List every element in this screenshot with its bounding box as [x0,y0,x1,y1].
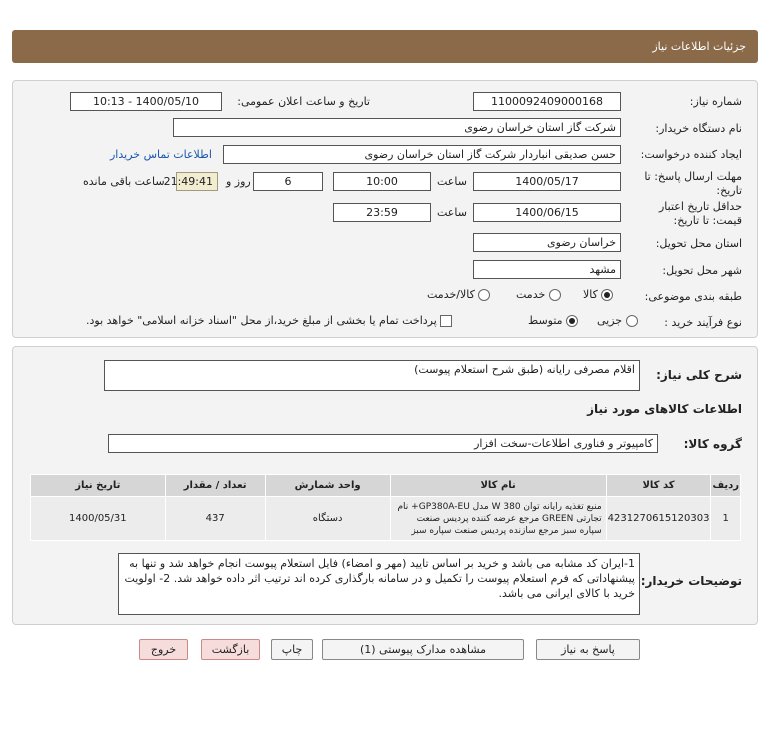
province-label: استان محل تحویل: [655,237,742,250]
page-title: جزئیات اطلاعات نیاز [652,40,746,53]
summary-field: اقلام مصرفی رایانه (طبق شرح استعلام پیوست) [104,360,640,391]
deadline-date-field: 1400/05/17 [473,172,621,191]
cell-qty: 437 [165,497,265,541]
cell-row: 1 [711,497,741,541]
page-header [12,30,758,63]
table-header-row [31,475,741,497]
table-row [31,497,741,541]
radio-selected-icon [566,315,578,327]
col-header-row: ردیف [711,475,741,497]
radio-selected-icon [601,289,613,301]
contact-buyer-link[interactable]: اطلاعات تماس خریدار [110,148,212,161]
checkbox-icon [440,315,452,327]
radio-icon [626,315,638,327]
category-option-goods-service[interactable] [427,288,490,301]
process-option-partial[interactable] [597,314,638,327]
col-header-qty: تعداد / مقدار [165,475,265,497]
days-label: روز و [226,175,251,188]
announce-datetime-field: 1400/05/10 - 10:13 [70,92,222,111]
col-header-date: تاریخ نیاز [31,475,166,497]
cell-date: 1400/05/31 [31,497,166,541]
deadline-time-label: ساعت [437,175,467,188]
payment-checkbox-row[interactable] [86,314,452,327]
buyer-notes-label: توضیحات خریدار: [640,574,742,588]
deadline-label-date: تاریخ: [716,184,742,197]
col-header-unit: واحد شمارش [265,475,390,497]
view-attachments-button[interactable]: مشاهده مدارک پیوستی (1) [322,639,524,660]
buyer-org-field: شرکت گاز استان خراسان رضوی [173,118,621,137]
days-field: 6 [253,172,323,191]
cell-name: منبع تغذیه رایانه توان 380 W مدل GP380A-EU+ نام تجارتی GREEN مرجع عرضه کننده پردیس صنعت سپاره سبز مرجع سازنده پردیس صنعت سپاره سبز [390,497,606,541]
radio-icon [549,289,561,301]
goods-group-label: گروه کالا: [683,437,742,451]
validity-label-date: قیمت: تا تاریخ: [673,214,742,227]
process-option-medium-label: متوسط [528,314,563,327]
category-option-goods-service-label: کالا/خدمت [427,288,475,301]
buyer-notes-field: 1-ایران کد مشابه می باشد و خرید بر اساس تایید (مهر و امضاء) فایل استعلام پیوست انجام خواهد شد و تنها به پیشنهاداتی که فرم استعلام پیوست را تکمیل و در سامانه بارگذاری کرده اند ترتیب اثر داده خواهد شد. 2- اولویت خرید با کالای ایرانی می باشد. [118,553,640,615]
goods-group-field: کامپیوتر و فناوری اطلاعات-سخت افزار [108,434,658,453]
remaining-label: ساعت باقی مانده [83,175,165,188]
validity-date-field: 1400/06/15 [473,203,621,222]
print-button[interactable]: چاپ [271,639,313,660]
process-option-partial-label: جزیی [597,314,623,327]
summary-label: شرح کلی نیاز: [656,368,742,382]
deadline-label: مهلت ارسال پاسخ: تا [644,170,742,183]
radio-icon [478,289,490,301]
process-option-medium[interactable] [528,314,578,327]
back-button[interactable]: بازگشت [201,639,260,660]
category-option-service-label: خدمت [516,288,546,301]
remaining-time-field: 21:49:41 [176,172,218,191]
validity-time-label: ساعت [437,206,467,219]
exit-button[interactable]: خروج [139,639,188,660]
city-field: مشهد [473,260,621,279]
goods-table [30,474,741,541]
creator-field: حسن صدیقی انباردار شرکت گاز استان خراسان رضوی [223,145,621,164]
process-label: نوع فرآیند خرید : [664,316,742,329]
category-option-service[interactable] [516,288,561,301]
category-label: طبقه بندی موضوعی: [644,290,742,303]
validity-time-field: 23:59 [333,203,431,222]
reply-button[interactable]: پاسخ به نیاز [536,639,640,660]
city-label: شهر محل تحویل: [662,264,742,277]
need-number-field: 1100092409000168 [473,92,621,111]
cell-unit: دستگاه [265,497,390,541]
category-option-goods[interactable] [583,288,613,301]
payment-note: پرداخت تمام یا بخشی از مبلغ خرید،از محل "اسناد خزانه اسلامی" خواهد بود. [86,314,437,327]
category-option-goods-label: کالا [583,288,598,301]
col-header-code: کد کالا [606,475,711,497]
announce-label: تاریخ و ساعت اعلان عمومی: [237,95,370,108]
buyer-org-label: نام دستگاه خریدار: [655,122,742,135]
validity-label: حداقل تاریخ اعتبار [658,200,742,213]
need-number-label: شماره نیاز: [689,95,742,108]
goods-section-title: اطلاعات کالاهای مورد نیاز [587,402,742,416]
province-field: خراسان رضوی [473,233,621,252]
cell-code: 4231270615120303 [606,497,711,541]
deadline-time-field: 10:00 [333,172,431,191]
creator-label: ایجاد کننده درخواست: [640,148,742,161]
col-header-name: نام کالا [390,475,606,497]
